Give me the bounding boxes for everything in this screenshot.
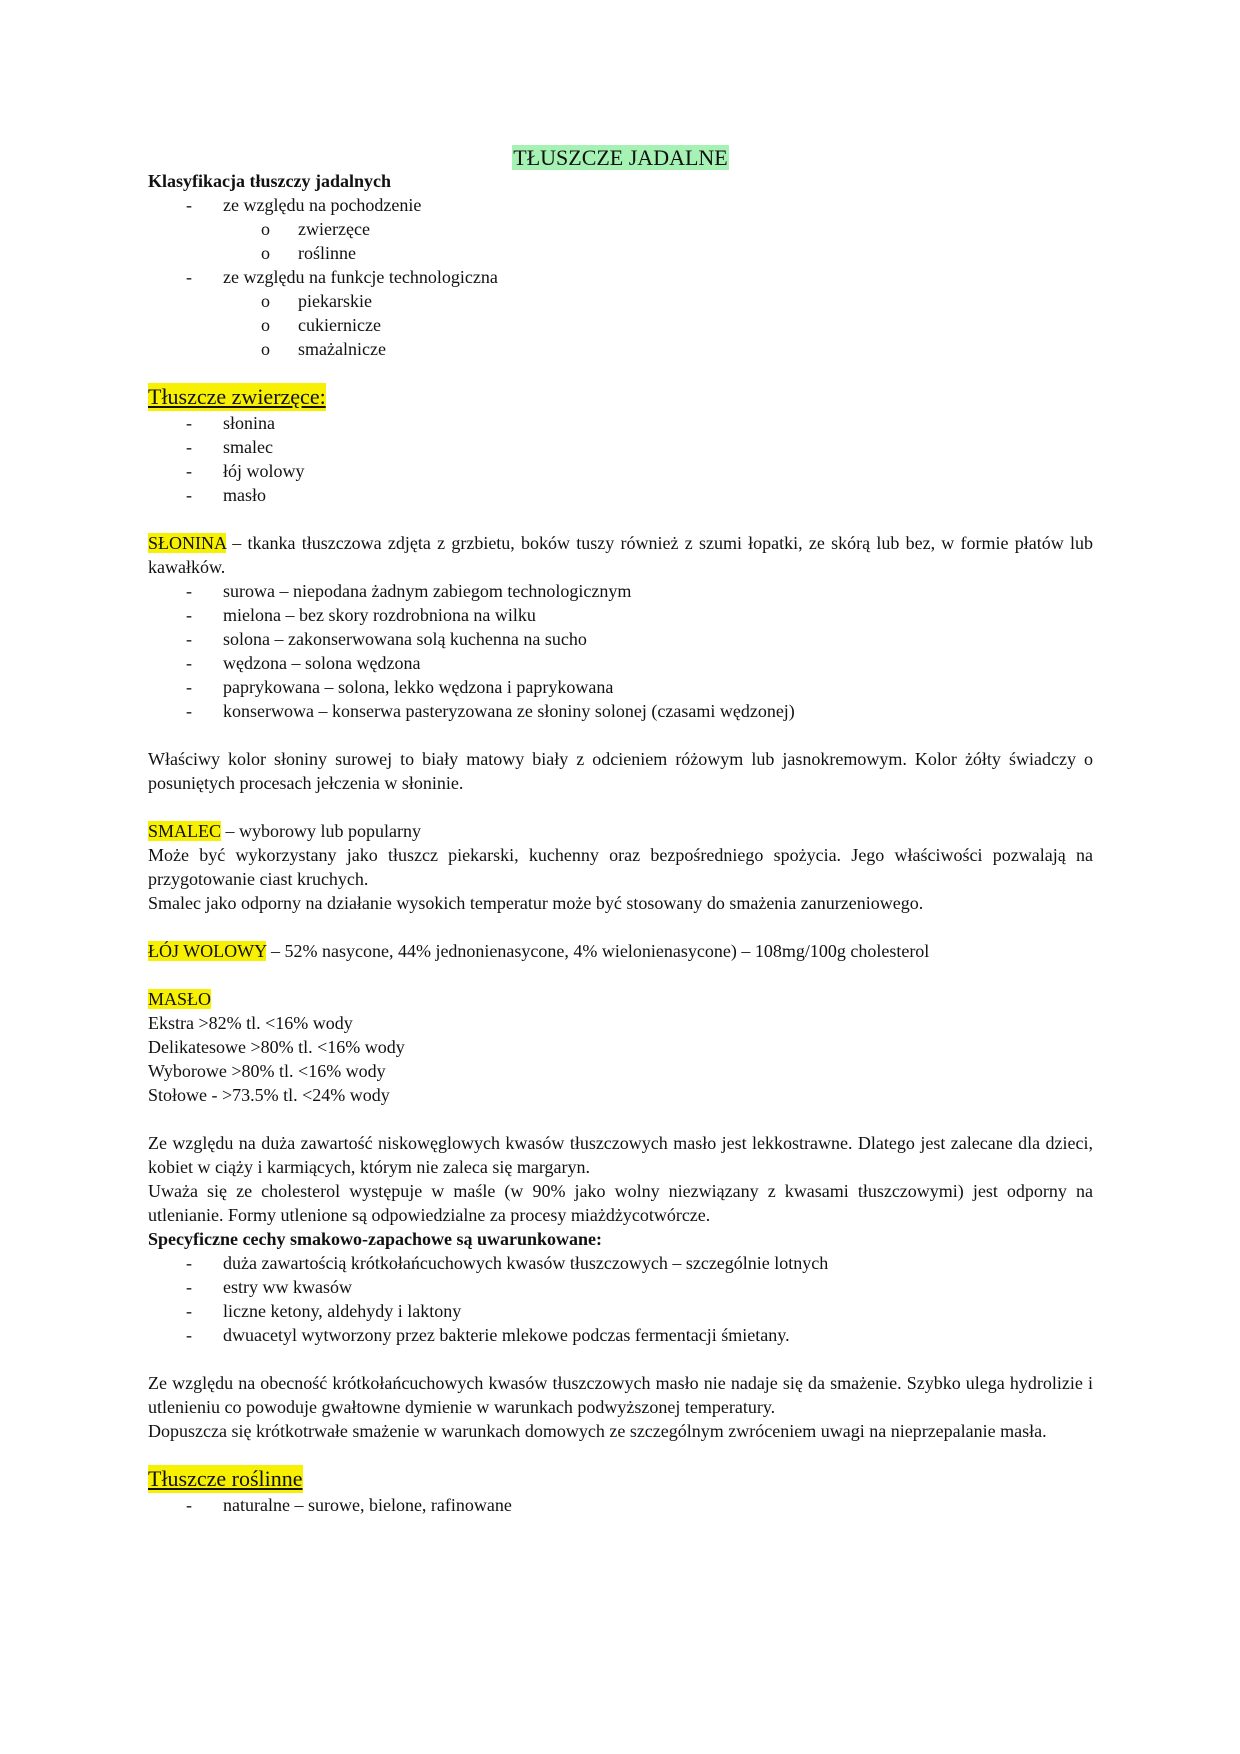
- list-item: - naturalne – surowe, bielone, rafinowane: [148, 1493, 1093, 1517]
- list-item: o zwierzęce: [148, 217, 1093, 241]
- smalec-paragraph: Może być wykorzystany jako tłuszcz piekarski, kuchenny oraz bezpośredniego spożycia. Jego właściwości pozwalają na przygotowanie ciast kruchych.: [148, 845, 1093, 889]
- list-item: - dwuacetyl wytworzony przez bakterie mlekowe podczas fermentacji śmietany.: [148, 1323, 1093, 1347]
- maslo-grade: Wyborowe >80% tl. <16% wody: [148, 1061, 386, 1081]
- loj-term: ŁÓJ WOLOWY: [148, 941, 267, 961]
- list-item: - konserwowa – konserwa pasteryzowana ze słoniny solonej (czasami wędzonej): [148, 699, 1093, 723]
- list-item: - smalec: [148, 435, 1093, 459]
- list-item: o smażalnicze: [148, 337, 1093, 361]
- classification-heading: Klasyfikacja tłuszczy jadalnych: [148, 171, 391, 191]
- list-item: - estry ww kwasów: [148, 1275, 1093, 1299]
- maslo-features-list: [148, 1251, 1093, 1347]
- smalec-paragraph: Smalec jako odporny na działanie wysokich temperatur może być stosowany do smażenia zanurzeniowego.: [148, 893, 924, 913]
- slonina-types-list: [148, 579, 1093, 723]
- maslo-grade: Ekstra >82% tl. <16% wody: [148, 1013, 353, 1033]
- smalec-term: SMALEC: [148, 821, 222, 841]
- loj-definition: ŁÓJ WOLOWY – 52% nasycone, 44% jednonienasycone, 4% wielonienasycone) – 108mg/100g cholesterol: [148, 941, 930, 961]
- maslo-paragraph: Uważa się ze cholesterol występuje w maśle (w 90% jako wolny niezwiązany z kwasami tłuszczowymi) jest odporny na utlenianie. Formy utlenione są odpowiedzialne za procesy miażdżycotwórcze.: [148, 1181, 1093, 1225]
- slonina-definition: SŁONINA – tkanka tłuszczowa zdjęta z grzbietu, boków tuszy również z szumi łopatki, ze skórą lub bez, w formie płatów lub kawałków.: [148, 533, 1093, 577]
- maslo-term: MASŁO: [148, 989, 212, 1009]
- list-item: - paprykowana – solona, lekko wędzona i paprykowana: [148, 675, 1093, 699]
- list-item: - ze względu na funkcje technologiczna o piekarskie o cukiernicze o smażalnicze: [148, 265, 1093, 361]
- list-item: - ze względu na pochodzenie o zwierzęce o roślinne: [148, 193, 1093, 265]
- plant-fats-heading: Tłuszcze roślinne: [148, 1466, 303, 1491]
- maslo-features-heading: Specyficzne cechy smakowo-zapachowe są uwarunkowane:: [148, 1229, 602, 1249]
- slonina-color-note: Właściwy kolor słoniny surowej to biały matowy biały z odcieniem różowym lub jasnokremowym. Kolor żółty świadczy o posuniętych procesach jełczenia w słoninie.: [148, 749, 1093, 793]
- list-item: - łój wolowy: [148, 459, 1093, 483]
- maslo-paragraph: Ze względu na duża zawartość niskowęglowych kwasów tłuszczowych masło jest lekkostrawne. Dlatego jest zalecane dla dzieci, kobiet w ciąży i karmiących, którym nie zaleca się margaryn.: [148, 1133, 1093, 1177]
- list-item: - surowa – niepodana żadnym zabiegom technologicznym: [148, 579, 1093, 603]
- list-item: o cukiernicze: [148, 313, 1093, 337]
- animal-fats-heading: Tłuszcze zwierzęce:: [148, 384, 326, 409]
- classification-list: [148, 193, 1093, 361]
- slonina-term: SŁONINA: [148, 533, 227, 553]
- list-item: - mielona – bez skory rozdrobniona na wilku: [148, 603, 1093, 627]
- list-item: - słonina: [148, 411, 1093, 435]
- list-item: o roślinne: [148, 241, 1093, 265]
- list-item: - liczne ketony, aldehydy i laktony: [148, 1299, 1093, 1323]
- maslo-grade: Delikatesowe >80% tl. <16% wody: [148, 1037, 405, 1057]
- smalec-definition: SMALEC – wyborowy lub popularny: [148, 821, 421, 841]
- plant-fats-list: [148, 1493, 1093, 1517]
- maslo-paragraph: Dopuszcza się krótkotrwałe smażenie w warunkach domowych ze szczególnym zwróceniem uwagi na nieprzepalanie masła.: [148, 1421, 1047, 1441]
- list-item: - masło: [148, 483, 1093, 507]
- list-item: - duża zawartością krótkołańcuchowych kwasów tłuszczowych – szczególnie lotnych: [148, 1251, 1093, 1275]
- list-item: - solona – zakonserwowana solą kuchenna na sucho: [148, 627, 1093, 651]
- maslo-paragraph: Ze względu na obecność krótkołańcuchowych kwasów tłuszczowych masło nie nadaje się da smażenie. Szybko ulega hydrolizie i utlenieniu co powoduje gwałtowne dymienie w warunkach podwyższonej temperatury.: [148, 1373, 1093, 1417]
- animal-fats-list: [148, 411, 1093, 507]
- list-item: o piekarskie: [148, 289, 1093, 313]
- maslo-grade: Stołowe - >73.5% tl. <24% wody: [148, 1085, 390, 1105]
- list-item: - wędzona – solona wędzona: [148, 651, 1093, 675]
- page-title: TŁUSZCZE JADALNE: [513, 145, 728, 170]
